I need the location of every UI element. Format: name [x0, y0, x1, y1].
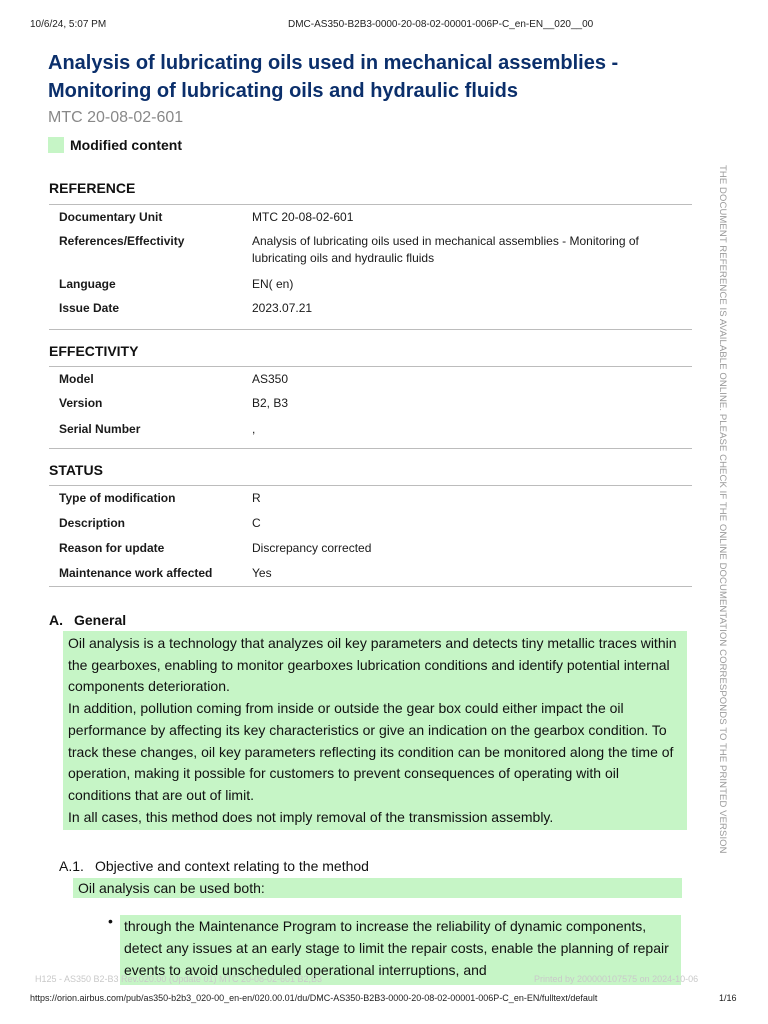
row-key: References/Effectivity [59, 234, 185, 248]
row-value: EN( en) [252, 277, 294, 291]
subsection-number: A.1. [59, 858, 84, 874]
section-title: General [74, 612, 127, 628]
reference-heading: REFERENCE [49, 180, 136, 196]
page-number: 1/16 [719, 993, 737, 1003]
bullet-icon: • [108, 913, 113, 929]
subsection-title: Objective and context relating to the method [95, 858, 369, 874]
print-date: 10/6/24, 5:07 PM [30, 19, 107, 30]
row-value: C [252, 516, 261, 530]
row-key: Type of modification [59, 491, 176, 505]
row-value: Analysis of lubricating oils used in mechanical assemblies - Monitoring of lubricating oils and hydraulic fluids [252, 234, 639, 265]
side-disclaimer: THE DOCUMENT REFERENCE IS AVAILABLE ONLINE. PLEASE CHECK IF THE ONLINE DOCUMENTATION CORRESPONDS TO THE PRINTED VERSION [717, 165, 728, 854]
row-key: Issue Date [59, 301, 120, 315]
row-value: , [252, 422, 256, 436]
paragraph: In all cases, this method does not imply removal of the transmission assembly. [68, 808, 554, 825]
page-title: Analysis of lubricating oils used in mechanical assemblies - Monitoring of lubricating oils and hydraulic fluids [48, 52, 619, 102]
row-value: AS350 [252, 372, 289, 386]
row-key: Reason for update [59, 541, 165, 555]
subsection-intro: Oil analysis can be used both: [73, 878, 682, 898]
section-general-heading [49, 612, 126, 628]
legend-swatch [48, 137, 64, 153]
row-value: 2023.07.21 [252, 301, 313, 315]
page-subtitle: MTC 20-08-02-601 [48, 109, 184, 126]
footer-printed-by: Printed by 200000107575 on 2024-10-06 [534, 974, 699, 984]
row-value: R [252, 491, 261, 505]
paragraph: Oil analysis is a technology that analyzes oil key parameters and detects tiny metallic traces within the gearboxes, enabling to monitor gearboxes lubrication conditions and identify potential internal components deterioration. [68, 635, 677, 695]
print-doc-id: DMC-AS350-B2B3-0000-20-08-02-00001-006P-C_en-EN__020__00 [288, 19, 594, 30]
section-number: A. [49, 612, 63, 628]
status-table [49, 485, 692, 587]
status-heading: STATUS [49, 462, 103, 478]
row-value: Yes [252, 566, 272, 580]
paragraph: In addition, pollution coming from inside or outside the gear box could either impact the oil performance by affecting its key characteristics or give an indication on the gearbox condition. To track these changes, oil key parameters reflecting its condition can be monitored along the time of operation, making it possible for customers to prevent consequences of operating with oil conditions that are out of limit. [68, 700, 674, 803]
row-key: Description [59, 516, 126, 530]
row-value: B2, B3 [252, 396, 289, 410]
legend-label: Modified content [70, 137, 182, 153]
row-key: Model [59, 372, 94, 386]
effectivity-heading: EFFECTIVITY [49, 343, 139, 359]
reference-table [49, 204, 692, 330]
row-value: Discrepancy corrected [252, 541, 372, 555]
effectivity-table [49, 366, 692, 449]
row-key: Version [59, 396, 103, 410]
footer-revision: H125 - AS350 B2-B3 Rev.020.00 (Update 01) MTC 20-08-02-601 B2,B3 [35, 974, 322, 984]
subsection-heading [59, 858, 369, 874]
row-value: MTC 20-08-02-601 [252, 210, 354, 224]
row-key: Serial Number [59, 422, 141, 436]
modified-content-legend [48, 137, 182, 153]
row-key: Language [59, 277, 116, 291]
footer-url: https://orion.airbus.com/pub/as350-b2b3_020-00_en-en/020.00.01/du/DMC-AS350-B2B3-0000-20-08-02-00001-006P-C_en-EN/fulltext/default [30, 993, 598, 1003]
general-modified-block [63, 631, 687, 830]
row-key: Maintenance work affected [59, 566, 213, 580]
list-item: through the Maintenance Program to increase the reliability of dynamic components, detect any issues at an early stage to limit the repair costs, enable the planning of repair events to avoid unscheduled operational interruptions, and [120, 915, 681, 985]
row-key: Documentary Unit [59, 210, 163, 224]
